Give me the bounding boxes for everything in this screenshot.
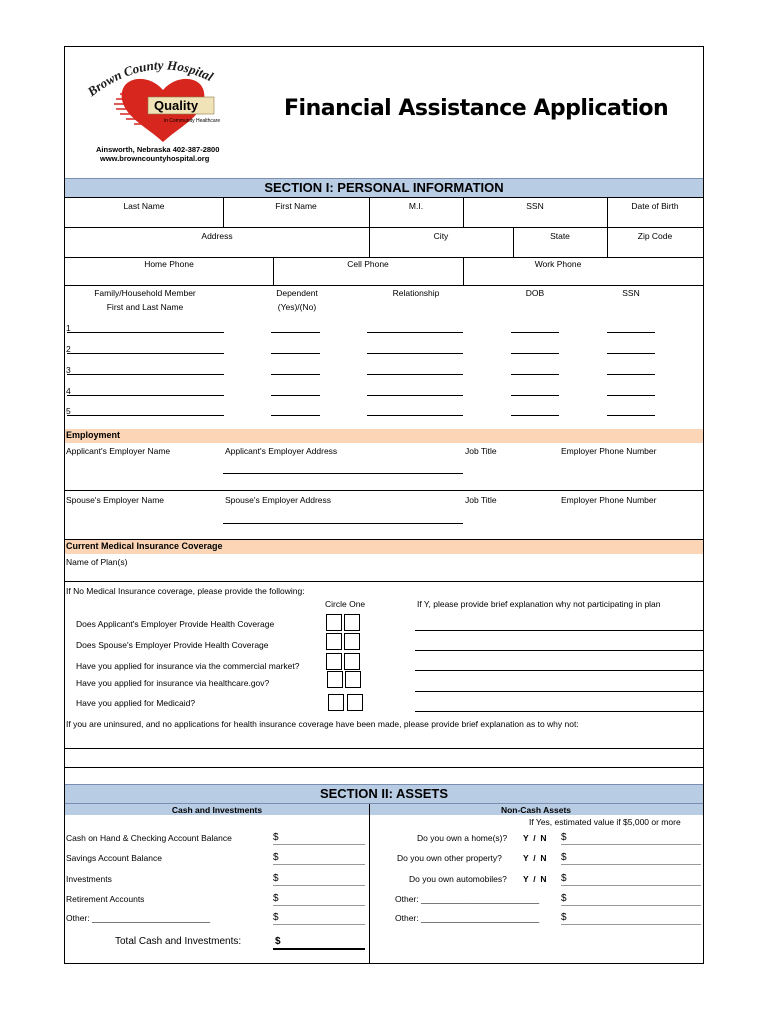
noncash-dollar: $ [561, 893, 567, 904]
cash-dollar: $ [273, 893, 279, 904]
svg-text:Quality: Quality [154, 98, 199, 113]
noncash-item-label: Do you own automobiles? [409, 874, 507, 884]
answer-box-no[interactable] [345, 671, 361, 688]
insurance-header [65, 540, 703, 554]
question-medicaid: Have you applied for Medicaid? [76, 698, 196, 708]
svg-text:Brown County Hospital: Brown County Hospital [84, 57, 216, 100]
no-coverage-instruction: If No Medical Insurance coverage, please provide the following: [66, 586, 305, 596]
noncash-note: If Yes, estimated value if $5,000 or more [529, 817, 681, 827]
yes-no-choice[interactable]: Y / N [523, 853, 547, 863]
label-applicant-employer: Applicant's Employer Name [66, 446, 171, 456]
question-spouse-employer: Does Spouse's Employer Provide Health Coverage [76, 640, 269, 650]
yes-no-choice[interactable]: Y / N [523, 874, 547, 884]
household-col3: Relationship [392, 288, 440, 298]
explain-label: If Y, please provide brief explanation why not participating in plan [417, 599, 661, 609]
spouse-employer-address-line[interactable] [223, 523, 463, 524]
answer-box-yes[interactable] [327, 671, 343, 688]
household-col2b: (Yes)/(No) [277, 302, 317, 312]
label-spouse-employer-address: Spouse's Employer Address [225, 495, 332, 505]
cash-dollar: $ [273, 852, 279, 863]
label-ssn: SSN [526, 201, 544, 211]
cash-amount-line[interactable] [273, 924, 365, 925]
cash-amount-line[interactable] [273, 905, 365, 906]
label-address: Address [201, 231, 233, 241]
noncash-dollar: $ [561, 852, 567, 863]
explanation-line[interactable] [415, 670, 703, 671]
noncash-amount-line[interactable] [561, 905, 701, 906]
cash-amount-line[interactable] [273, 844, 365, 845]
question-healthcare-gov: Have you applied for insurance via healthcare.gov? [76, 678, 270, 688]
household-col2a: Dependent [276, 288, 318, 298]
application-form [64, 46, 704, 964]
label-spouse-job-title: Job Title [465, 495, 497, 505]
label-plan-name: Name of Plan(s) [66, 557, 128, 567]
label-city: City [433, 231, 449, 241]
answer-box-no[interactable] [347, 694, 363, 711]
household-row-number: 2 [66, 344, 71, 354]
employment-heading: Employment [66, 430, 121, 440]
cash-heading: Cash and Investments [171, 805, 263, 815]
noncash-item-label: Do you own a home(s)? [417, 833, 508, 843]
household-row-number: 3 [66, 365, 71, 375]
cash-dollar: $ [273, 912, 279, 923]
cash-amount-line[interactable] [273, 885, 365, 886]
answer-box-no[interactable] [344, 653, 360, 670]
answer-box-no[interactable] [344, 614, 360, 631]
label-spouse-employer-phone: Employer Phone Number [561, 495, 657, 505]
section1-header [65, 178, 703, 198]
noncash-item-label: Do you own other property? [397, 853, 502, 863]
noncash-amount-line[interactable] [561, 924, 701, 925]
noncash-dollar: $ [561, 912, 567, 923]
noncash-heading: Non-Cash Assets [500, 805, 572, 815]
label-zip: Zip Code [637, 231, 673, 241]
section2-header [65, 784, 703, 804]
total-amount-line[interactable] [273, 948, 365, 950]
total-dollar: $ [275, 936, 281, 947]
label-applicant-employer-phone: Employer Phone Number [561, 446, 657, 456]
answer-box-yes[interactable] [328, 694, 344, 711]
cash-item-label: Retirement Accounts [66, 894, 145, 904]
answer-box-yes[interactable] [326, 614, 342, 631]
assets-subheader [65, 804, 703, 815]
label-spouse-employer: Spouse's Employer Name [66, 495, 164, 505]
yes-no-choice[interactable]: Y / N [523, 833, 547, 843]
household-col5: SSN [622, 288, 640, 298]
section2-title: SECTION II: ASSETS [319, 786, 449, 801]
answer-box-no[interactable] [344, 633, 360, 650]
household-col1b: First and Last Name [106, 302, 184, 312]
answer-box-yes[interactable] [326, 653, 342, 670]
noncash-amount-line[interactable] [561, 864, 701, 865]
explanation-line[interactable] [415, 630, 703, 631]
label-home-phone: Home Phone [144, 259, 194, 269]
noncash-amount-line[interactable] [561, 844, 701, 845]
cash-dollar: $ [273, 873, 279, 884]
section1-title: SECTION I: PERSONAL INFORMATION [264, 180, 504, 195]
hospital-website: www.browncountyhospital.org [100, 154, 210, 163]
cash-item-label: Savings Account Balance [66, 853, 162, 863]
explanation-line[interactable] [415, 711, 703, 712]
applicant-employer-address-line[interactable] [223, 473, 463, 474]
label-applicant-employer-address: Applicant's Employer Address [225, 446, 338, 456]
label-state: State [550, 231, 570, 241]
noncash-item-label: Other: _________________________ [395, 894, 540, 904]
label-mi: M.I. [408, 201, 424, 211]
cash-item-label: Other: _________________________ [66, 913, 211, 923]
cash-item-label: Cash on Hand & Checking Account Balance [66, 833, 232, 843]
household-row-number: 5 [66, 406, 71, 416]
explanation-line[interactable] [415, 650, 703, 651]
uninsured-instruction: If you are uninsured, and no applications for health insurance coverage have been made, please provide brief explanation as to why not: [66, 719, 579, 729]
household-col1a: Family/Household Member [94, 288, 196, 298]
noncash-item-label: Other: _________________________ [395, 913, 540, 923]
svg-text:in Community Healthcare: in Community Healthcare [164, 118, 221, 124]
household-col4: DOB [525, 288, 545, 298]
household-row-number: 4 [66, 386, 71, 396]
label-first-name: First Name [275, 201, 317, 211]
insurance-heading: Current Medical Insurance Coverage [66, 541, 223, 551]
page-title: Financial Assistance Application [284, 96, 669, 121]
circle-one-label: Circle One [325, 599, 366, 609]
cash-amount-line[interactable] [273, 864, 365, 865]
label-cell-phone: Cell Phone [347, 259, 389, 269]
employment-header [65, 429, 703, 443]
total-cash-label: Total Cash and Investments: [115, 936, 242, 947]
noncash-dollar: $ [561, 832, 567, 843]
hospital-address: Ainsworth, Nebraska 402-387-2800 [96, 145, 220, 154]
noncash-dollar: $ [561, 873, 567, 884]
question-commercial-market: Have you applied for insurance via the commercial market? [76, 661, 300, 671]
label-applicant-job-title: Job Title [465, 446, 497, 456]
household-row-number: 1 [66, 323, 71, 333]
label-dob: Date of Birth [631, 201, 679, 211]
answer-box-yes[interactable] [326, 633, 342, 650]
cash-dollar: $ [273, 832, 279, 843]
label-last-name: Last Name [123, 201, 165, 211]
question-applicant-employer: Does Applicant's Employer Provide Health Coverage [76, 619, 275, 629]
noncash-amount-line[interactable] [561, 885, 701, 886]
explanation-line[interactable] [415, 691, 703, 692]
label-work-phone: Work Phone [534, 259, 582, 269]
cash-item-label: Investments [66, 874, 112, 884]
